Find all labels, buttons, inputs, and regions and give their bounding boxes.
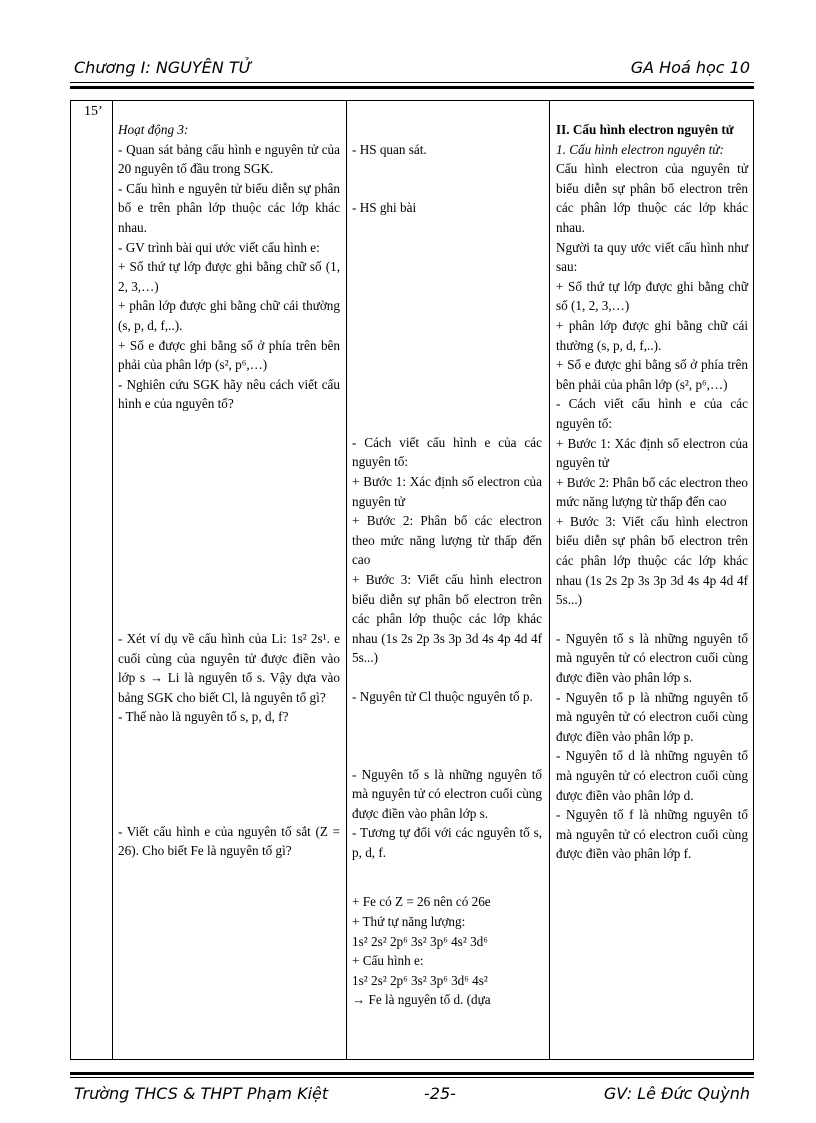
student-step: + Bước 3: Viết cấu hình electron biểu diễn sự phân bố electron trên các phân lớp thuộc các lớp khác nhau (1s 2s 2p 3s 3p 3d 4s 4p 4d 4f 5s...): [352, 571, 542, 666]
content-paragraph: + Số thứ tự lớp được ghi bằng chữ số (1, 2, 3,…): [556, 278, 748, 314]
student-step: 1s² 2s² 2p⁶ 3s² 3p⁶ 3d⁶ 4s²: [352, 972, 488, 988]
column-divider-2: [346, 100, 347, 1060]
student-step: + Cấu hình e:: [352, 953, 424, 969]
time-cell: 15’: [84, 104, 103, 119]
student-step: → Fe là nguyên tố d. (dựa: [352, 992, 491, 1008]
teacher-step: - Viết cấu hình e của nguyên tố sắt (Z = 26). Cho biết Fe là nguyên tố gì?: [118, 823, 340, 859]
student-step: - Nguyên tử Cl thuộc nguyên tố p.: [352, 688, 533, 704]
footer-rule-thick: [70, 1072, 754, 1075]
content-paragraph: Người ta quy ước viết cấu hình như sau:: [556, 239, 748, 275]
course-title: GA Hoá học 10: [630, 58, 750, 77]
student-step: + Bước 1: Xác định số electron của nguyên tử: [352, 473, 542, 509]
student-activity-column: [352, 120, 542, 1010]
footer-rule: [70, 1077, 754, 1078]
column-divider-1: [112, 100, 113, 1060]
page-footer: [72, 1082, 752, 1106]
header-rule-thick: [70, 86, 754, 89]
student-step: + Fe có Z = 26 nên có 26e: [352, 894, 491, 910]
content-paragraph: + Bước 3: Viết cấu hình electron biểu diễn sự phân bố electron trên các phân lớp thuộc các lớp khác nhau (1s 2s 2p 3s 3p 3d 4s 4p 4d 4f 5s...): [556, 513, 748, 608]
content-paragraph: - Nguyên tố f là những nguyên tố mà nguyên tử có electron cuối cùng được điền vào phân lớp f.: [556, 807, 748, 862]
student-step: 1s² 2s² 2p⁶ 3s² 3p⁶ 4s² 3d⁶: [352, 933, 488, 949]
teacher-name: GV: Lê Đức Quỳnh: [603, 1084, 750, 1103]
teacher-step: - Xét ví dụ về cấu hình của Li: 1s² 2s¹. e cuối cùng của nguyên tử được điền vào lớp s → Li là nguyên tố s. Vậy dựa vào bảng SGK cho biết Cl, là nguyên tố gì?: [118, 630, 340, 705]
content-paragraph: + Bước 1: Xác định số electron của nguyên tử: [556, 435, 748, 471]
content-paragraph: - Cách viết cấu hình e của các nguyên tố:: [556, 396, 748, 431]
student-step: - Cách viết cấu hình e của các nguyên tố:: [352, 434, 542, 470]
teacher-step: - Cấu hình e nguyên tử biểu diễn sự phân bố e trên phân lớp thuộc các lớp khác nhau.: [118, 180, 340, 235]
content-paragraph: - Nguyên tố s là những nguyên tố mà nguyên tử có electron cuối cùng được điền vào phân lớp s.: [556, 630, 748, 686]
column-divider-3: [549, 100, 550, 1060]
section-heading: II. Cấu hình electron nguyên tử: [556, 122, 734, 137]
teacher-step: - Thế nào là nguyên tố s, p, d, f?: [118, 709, 289, 725]
chapter-title: Chương I: NGUYÊN TỬ: [74, 58, 253, 77]
student-step: - HS quan sát.: [352, 141, 427, 157]
student-step: - HS ghi bài: [352, 200, 417, 216]
student-step: - Nguyên tố s là những nguyên tố mà nguyên tử có electron cuối cùng được điền vào phân lớp s.: [352, 766, 542, 821]
page-number: -25-: [424, 1084, 456, 1103]
teacher-step: - Quan sát bảng cấu hình e nguyên tử của 20 nguyên tố đầu trong SGK.: [118, 141, 340, 177]
lesson-content-column: [556, 120, 748, 864]
teacher-step: - Nghiên cứu SGK hãy nêu cách viết cấu hình e của nguyên tố?: [118, 376, 340, 412]
student-step: + Thứ tự năng lượng:: [352, 914, 466, 930]
content-paragraph: + phân lớp được ghi bằng chữ cái thường (s, p, d, f,..).: [556, 317, 748, 353]
school-name: Trường THCS & THPT Phạm Kiệt: [74, 1084, 329, 1103]
content-paragraph: Cấu hình electron của nguyên tử biểu diễn sự phân bố electron trên các phân lớp thuộc các lớp khác nhau.: [556, 161, 748, 235]
teacher-step: + Số e được ghi bằng số ở phía trên bên phải của phân lớp (s², p⁶,…): [118, 337, 340, 373]
teacher-step: + Số thứ tự lớp được ghi bằng chữ số (1, 2, 3,…): [118, 259, 340, 294]
content-paragraph: - Nguyên tố d là những nguyên tố mà nguyên tử có electron cuối cùng được điền vào phân lớp d.: [556, 748, 748, 803]
page-header: [72, 56, 752, 82]
content-paragraph: + Số e được ghi bằng số ở phía trên bên phải của phân lớp (s², p⁶,…): [556, 357, 748, 392]
subsection-heading: 1. Cấu hình electron nguyên tử:: [556, 141, 724, 157]
student-step: + Bước 2: Phân bố các electron theo mức năng lượng từ thấp đến cao: [352, 513, 542, 568]
teacher-activity-column: [118, 120, 340, 861]
student-step: - Tương tự đối với các nguyên tố s, p, d, f.: [352, 825, 542, 860]
activity-heading: Hoạt động 3:: [118, 122, 189, 137]
header-rule: [70, 82, 754, 83]
content-paragraph: + Bước 2: Phân bố các electron theo mức năng lượng từ thấp đến cao: [556, 474, 748, 510]
teacher-step: + phân lớp được ghi bằng chữ cái thường (s, p, d, f,..).: [118, 298, 340, 333]
content-paragraph: - Nguyên tố p là những nguyên tố mà nguyên tử có electron cuối cùng được điền vào phân lớp p.: [556, 689, 748, 744]
teacher-step: - GV trình bài qui ước viết cấu hình e:: [118, 239, 320, 255]
